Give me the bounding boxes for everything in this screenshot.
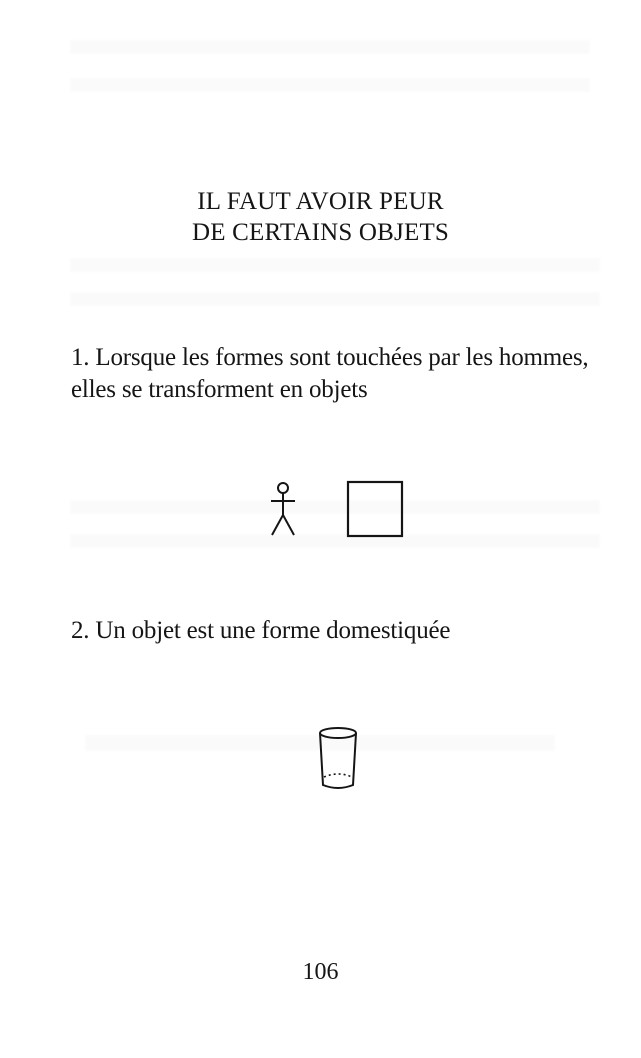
page-number: 106 [302, 959, 339, 985]
page-title-line: IL FAUT AVOIR PEUR [197, 188, 444, 215]
numbered-item-1 [71, 342, 588, 406]
item-line: 1. Lorsque les formes sont touchées par les hommes, [71, 344, 589, 371]
bleed-through-block [70, 500, 600, 550]
numbered-item-2 [71, 615, 450, 647]
item-line: elles se transforment en objets [71, 376, 368, 403]
page-title-line: DE CERTAINS OBJETS [191, 219, 450, 246]
stick-figure-icon [266, 481, 300, 537]
page-title [0, 186, 641, 248]
item-line: 2. Un objet est une forme domestiquée [71, 617, 451, 644]
glass-icon [316, 725, 360, 793]
bleed-through-block [70, 258, 600, 308]
square-icon [346, 480, 404, 538]
bleed-through-block [70, 40, 590, 100]
